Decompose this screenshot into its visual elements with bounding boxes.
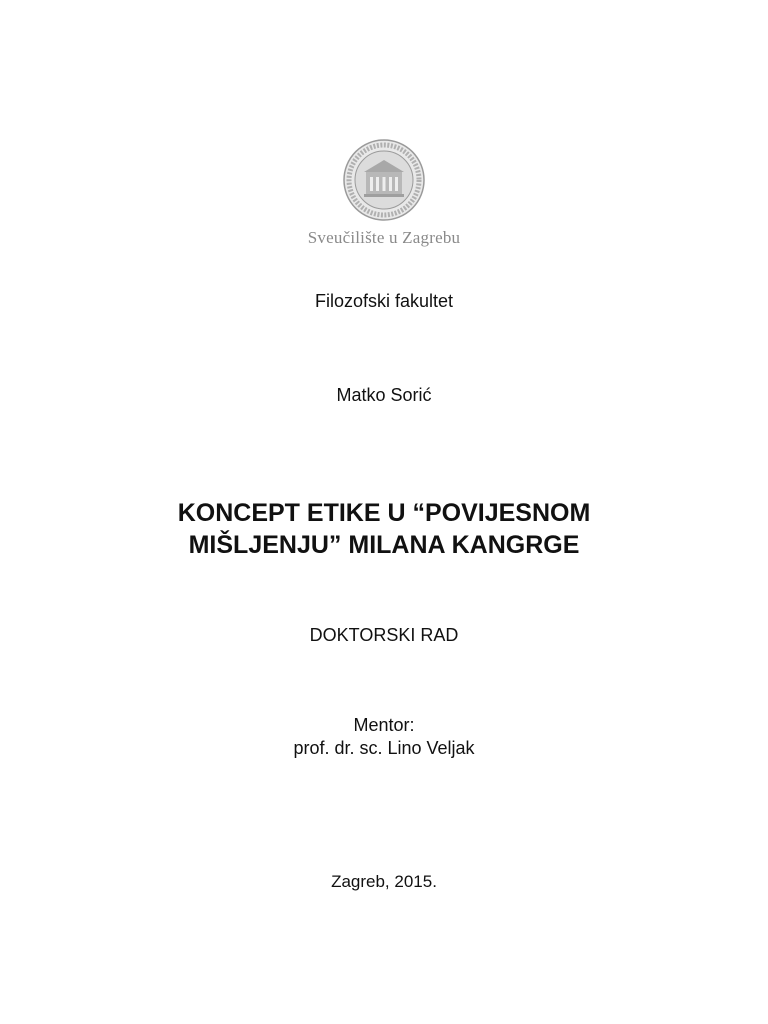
author-name: Matko Sorić [336, 385, 432, 405]
university-name: Sveučilište u Zagrebu [307, 228, 461, 247]
university-logo [0, 138, 768, 248]
university-seal-icon [342, 138, 426, 222]
thesis-title-line-2: MIŠLJENJU” MILANA KANGRGE [188, 531, 580, 559]
mentor-name: prof. dr. sc. Lino Veljak [293, 738, 475, 758]
degree-type: DOKTORSKI RAD [309, 625, 459, 645]
mentor-label: Mentor: [353, 715, 415, 735]
thesis-title-line-1: KONCEPT ETIKE U “POVIJESNOM [177, 499, 591, 527]
faculty-name: Filozofski fakultet [314, 291, 454, 311]
thesis-title [0, 497, 768, 561]
place-and-date: Zagreb, 2015. [331, 872, 437, 891]
